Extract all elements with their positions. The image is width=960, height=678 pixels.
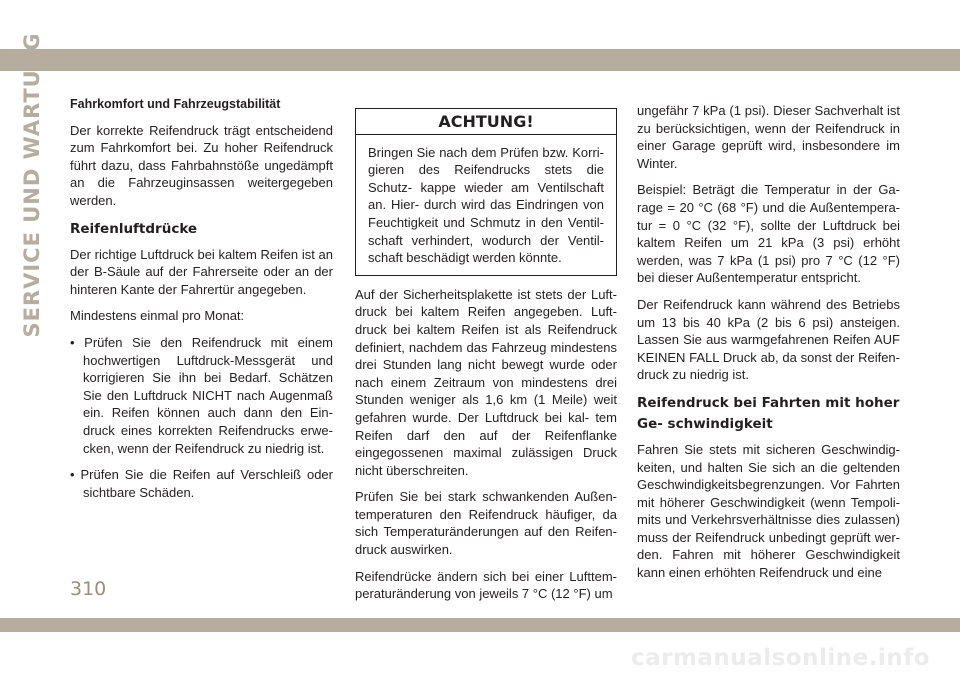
paragraph: Fahren Sie stets mit sicheren Geschwindig- keiten, und halten Sie sich an die geltenden Geschwindigkeitsbegrenzungen. Vor Fahrten mit höherer Geschwindigkeit (wenn Tempoli- mits und Verkehrsverhältnisse dies zulassen) muss der Reifendruck unbedingt geprüft wer- den. Fahren mit höherer Geschwindigkeit kann einen erhöhten Reifendruck und eine bbox=[637, 441, 900, 581]
paragraph: Beispiel: Beträgt die Temperatur in der Ga- rage = 20 °C (68 °F) und die Außentempera- tur = 0 °C (32 °F), sollte der Luftdruck bei kaltem Reifen um 21 kPa (3 psi) erhöht werden, was 7 kPa (1 psi) pro 7 °C (12 °F) bei dieser Außentemperatur entspricht. bbox=[637, 182, 900, 286]
warning-box bbox=[355, 108, 617, 276]
paragraph: ungefähr 7 kPa (1 psi). Dieser Sachverhalt ist zu berücksichtigen, wenn der Reifendruck in einer Garage geprüft wird, insbesondere im Winter. bbox=[637, 103, 900, 171]
bullet-item: • Prüfen Sie die Reifen auf Verschleiß oder sichtbare Schäden. bbox=[70, 467, 333, 500]
watermark: carmanualsonline.info bbox=[630, 645, 930, 671]
paragraph: Mindestens einmal pro Monat: bbox=[70, 308, 245, 324]
warning-text: Bringen Sie nach dem Prüfen bzw. Korri- gieren des Reifendrucks stets die Schutz- kappe wieder am Ventilschaft an. Hier- durch wird das Eindringen von Feuchtigkeit und Schmutz in den Ventil- schaft verhindert, wodurch der Ventil- schaft beschädigt werden könnte. bbox=[368, 144, 604, 266]
section-heading-tire-pressures: Reifenluftdrücke bbox=[70, 220, 198, 237]
footer-band bbox=[0, 618, 960, 632]
section-side-tab bbox=[12, 32, 52, 338]
paragraph: Der richtige Luftdruck bei kaltem Reifen ist an der B-Säule auf der Fahrerseite oder an der hinteren Kante der Fahrertür angegeben. bbox=[70, 246, 333, 297]
warning-title: ACHTUNG! bbox=[356, 109, 616, 135]
column-2 bbox=[355, 108, 617, 612]
paragraph: Reifendrücke ändern sich bei einer Lufttem- peraturänderung von jeweils 7 °C (12 °F) um bbox=[355, 568, 617, 602]
column-3 bbox=[637, 102, 900, 591]
paragraph: Der korrekte Reifendruck trägt entscheidend zum Fahrkomfort bei. Zu hoher Reifendruck führt dazu, dass Fahrbahnstöße ungedämpft an die Fahrzeuginsassen weitergegeben werden. bbox=[70, 122, 333, 208]
page-number: 310 bbox=[70, 578, 107, 600]
paragraph: Prüfen Sie bei stark schwankenden Außen- temperaturen den Reifendruck häufiger, da sich Temperaturänderungen auf den Reifen- druck auswirken. bbox=[355, 489, 617, 558]
bullet-item: • Prüfen Sie den Reifendruck mit einem hochwertigen Luftdruck-Messgerät und korrigieren Sie ihn bei Bedarf. Schätzen Sie den Luftdruck NICHT nach Augenmaß ein. Reifen können auch dann den Ein- druck eines korrekten Reifendrucks erwe- cken, wenn der Reifendruck zu niedrig ist. bbox=[70, 334, 333, 456]
paragraph: Auf der Sicherheitsplakette ist stets der Luft- druck bei kaltem Reifen angegeben. Luft- druck bei kaltem Reifen ist als Reifendruck definiert, nachdem das Fahrzeug mindestens drei Stunden lang nicht bewegt wurde oder nach einem Zeitraum von mindestens drei Stunden weniger als 1,6 km (1 Meile) weit gefahren wurde. Der Luftdruck bei kal- tem Reifen darf den auf der Reifenflanke eingegossenen maximal zulässigen Druck nicht überschreiten. bbox=[355, 286, 617, 478]
section-heading-high-speed: Reifendruck bei Fahrten mit hoher Ge- schwindigkeit bbox=[637, 394, 900, 432]
section-heading-comfort: Fahrkomfort und Fahrzeugstabilität bbox=[70, 97, 281, 111]
header-band bbox=[0, 49, 960, 71]
column-1 bbox=[70, 96, 333, 510]
paragraph: Der Reifendruck kann während des Betriebs um 13 bis 40 kPa (2 bis 6 psi) ansteigen. Lassen Sie aus warmgefahrenen Reifen AUF KEINEN FALL Druck ab, da sonst der Reifen- druck zu niedrig ist. bbox=[637, 296, 900, 383]
section-side-tab-label: SERVICE UND WARTUNG bbox=[20, 32, 44, 338]
